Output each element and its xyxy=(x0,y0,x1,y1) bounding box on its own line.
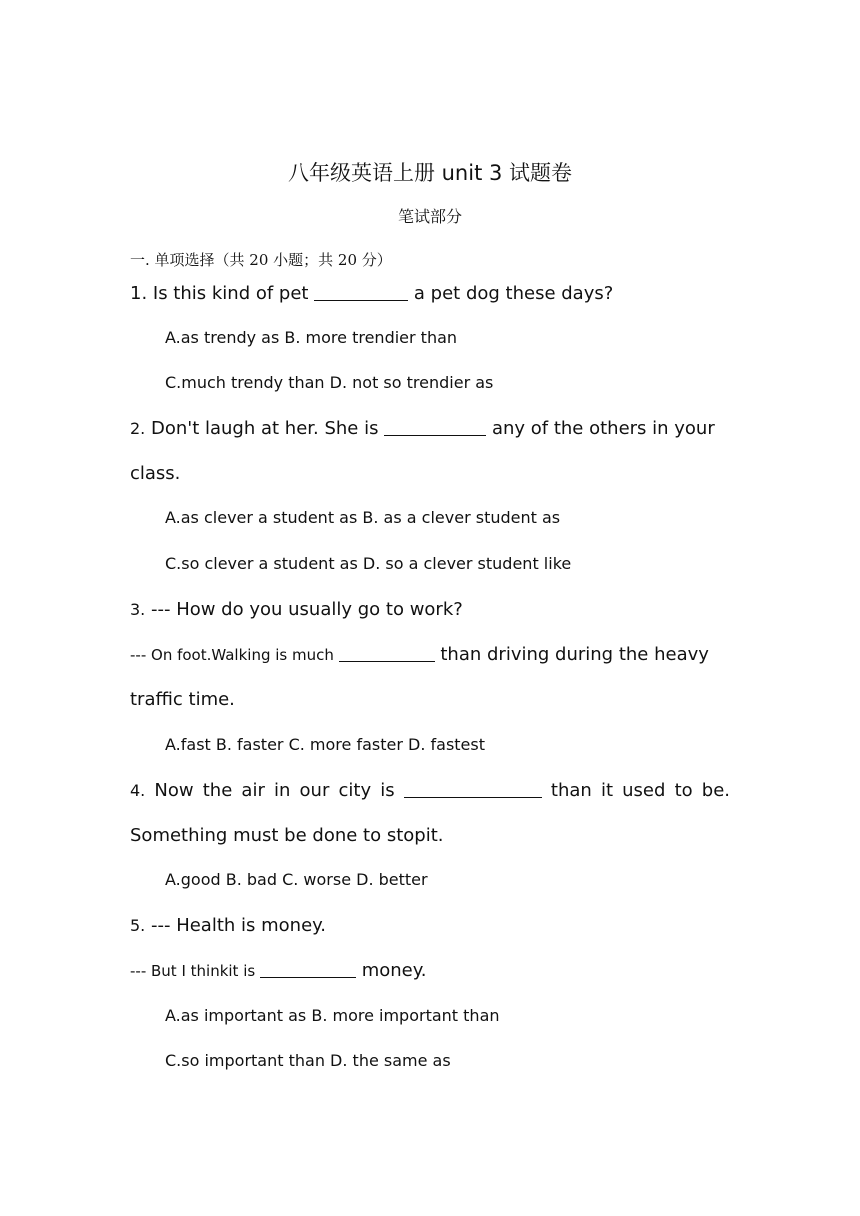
question-2-stem: 2. Don't laugh at her. She is any of the others in your xyxy=(130,418,715,439)
question-2-options-c-d: C.so clever a student as D. so a clever student like xyxy=(165,554,572,573)
page-subtitle: 笔试部分 xyxy=(397,207,462,226)
question-2-stem-continued: class. xyxy=(130,463,181,484)
question-4-stem: 4. Now the air in our city is than it used to be. xyxy=(130,780,730,801)
question-5-stem: 5. --- Health is money. xyxy=(130,915,326,936)
question-1-options-a-b: A.as trendy as B. more trendier than xyxy=(165,328,458,347)
answer-blank xyxy=(404,779,542,798)
section-heading: 一. 单项选择（共 20 小题；共 20 分） xyxy=(130,251,392,269)
question-5-reply: --- But I thinkit is money. xyxy=(130,960,427,981)
answer-blank xyxy=(384,417,486,436)
page-title: 八年级英语上册 unit 3 试题卷 xyxy=(287,161,573,185)
answer-blank xyxy=(260,959,356,978)
answer-blank xyxy=(339,643,435,662)
question-5-options-c-d: C.so important than D. the same as xyxy=(165,1051,451,1070)
question-4-options: A.good B. bad C. worse D. better xyxy=(165,870,428,889)
question-4-stem-continued: Something must be done to stopit. xyxy=(130,825,444,846)
answer-blank xyxy=(314,282,408,301)
question-3-reply-continued: traffic time. xyxy=(130,689,235,710)
question-2-options-a-b: A.as clever a student as B. as a clever student as xyxy=(165,508,561,527)
question-1-stem: 1. Is this kind of pet a pet dog these days? xyxy=(130,283,614,304)
question-3-options: A.fast B. faster C. more faster D. fastest xyxy=(165,735,486,754)
question-3-reply: --- On foot.Walking is much than driving during the heavy xyxy=(130,644,709,665)
question-3-stem: 3. --- How do you usually go to work? xyxy=(130,599,463,620)
question-1-options-c-d: C.much trendy than D. not so trendier as xyxy=(165,373,494,392)
question-5-options-a-b: A.as important as B. more important than xyxy=(165,1006,500,1025)
